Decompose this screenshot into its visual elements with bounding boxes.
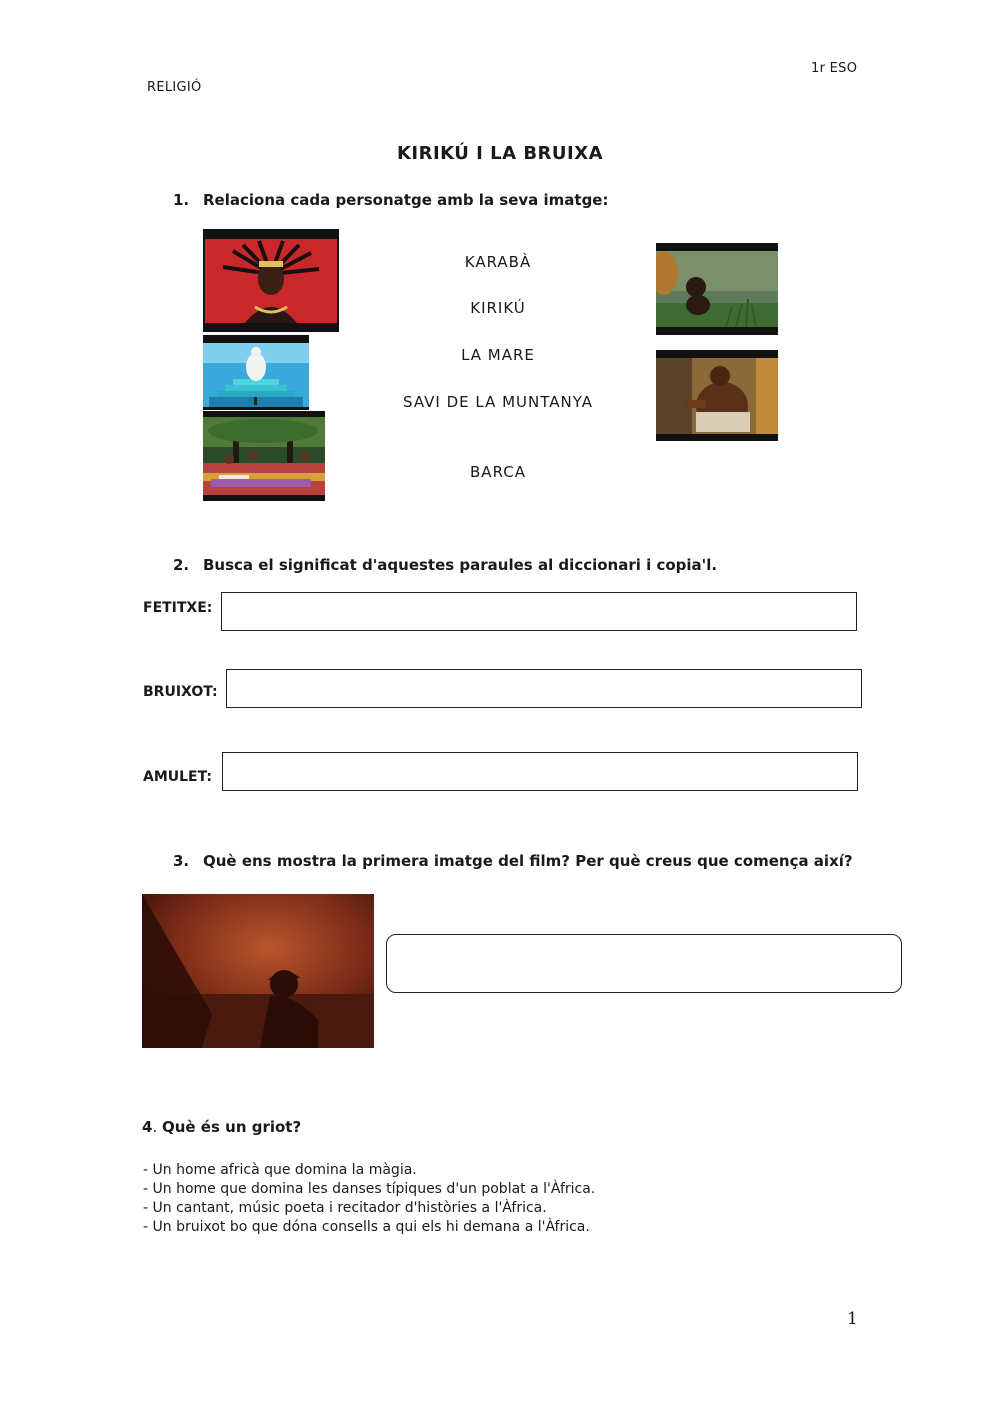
question-1-number: 1. — [173, 191, 190, 209]
image-mother — [656, 350, 778, 441]
answer-option[interactable]: - Un home africà que domina la màgia. — [143, 1162, 417, 1178]
amulet-answer-field[interactable] — [222, 752, 858, 791]
question-3-number: 3. — [173, 852, 190, 870]
question-3-answer-field[interactable] — [386, 934, 902, 993]
image-boat — [203, 411, 325, 501]
question-4-text: Què és un griot? — [161, 1118, 302, 1136]
answer-option[interactable]: - Un home que domina les danses típiques d'un poblat a l'Àfrica. — [143, 1181, 596, 1197]
character-name: BARCA — [470, 463, 526, 481]
field-label-fetitxe: FETITXE: — [143, 600, 213, 616]
bruixot-answer-field[interactable] — [226, 669, 862, 708]
field-label-amulet: AMULET: — [143, 769, 213, 785]
character-name: SAVI DE LA MUNTANYA — [403, 393, 593, 411]
question-4: 4. Què és un griot? — [142, 1118, 302, 1136]
grade-label: 1r ESO — [811, 61, 858, 76]
image-first-scene — [142, 894, 374, 1048]
image-kiriku — [656, 243, 778, 335]
question-4-number: 4 — [142, 1118, 153, 1136]
question-2-number: 2. — [173, 556, 190, 574]
question-1-text: Relaciona cada personatge amb la seva imatge: — [203, 191, 609, 209]
character-name: KARABÀ — [464, 253, 532, 271]
question-2-text: Busca el significat d'aquestes paraules al diccionari i copia'l. — [203, 556, 718, 574]
character-name: LA MARE — [461, 346, 535, 364]
question-1 — [173, 191, 608, 209]
question-2 — [173, 556, 717, 574]
image-karaba — [203, 229, 339, 332]
answer-option[interactable]: - Un bruixot bo que dóna consells a qui els hi demana a l'Àfrica. — [143, 1219, 590, 1235]
question-3-text: Què ens mostra la primera imatge del film? Per què creus que comença així? — [203, 852, 853, 870]
answer-option[interactable]: - Un cantant, músic poeta i recitador d'històries a l'Àfrica. — [143, 1200, 547, 1216]
fetitxe-answer-field[interactable] — [221, 592, 857, 631]
image-wise-man-mountain — [203, 335, 309, 410]
question-4-options — [143, 1161, 595, 1237]
field-label-bruixot: BRUIXOT: — [143, 684, 218, 700]
subject-label: RELIGIÓ — [147, 80, 202, 95]
question-3 — [173, 852, 853, 870]
character-name: KIRIKÚ — [470, 299, 526, 317]
page-number: 1 — [847, 1309, 858, 1329]
page-title: KIRIKÚ I LA BRUIXA — [396, 143, 604, 164]
